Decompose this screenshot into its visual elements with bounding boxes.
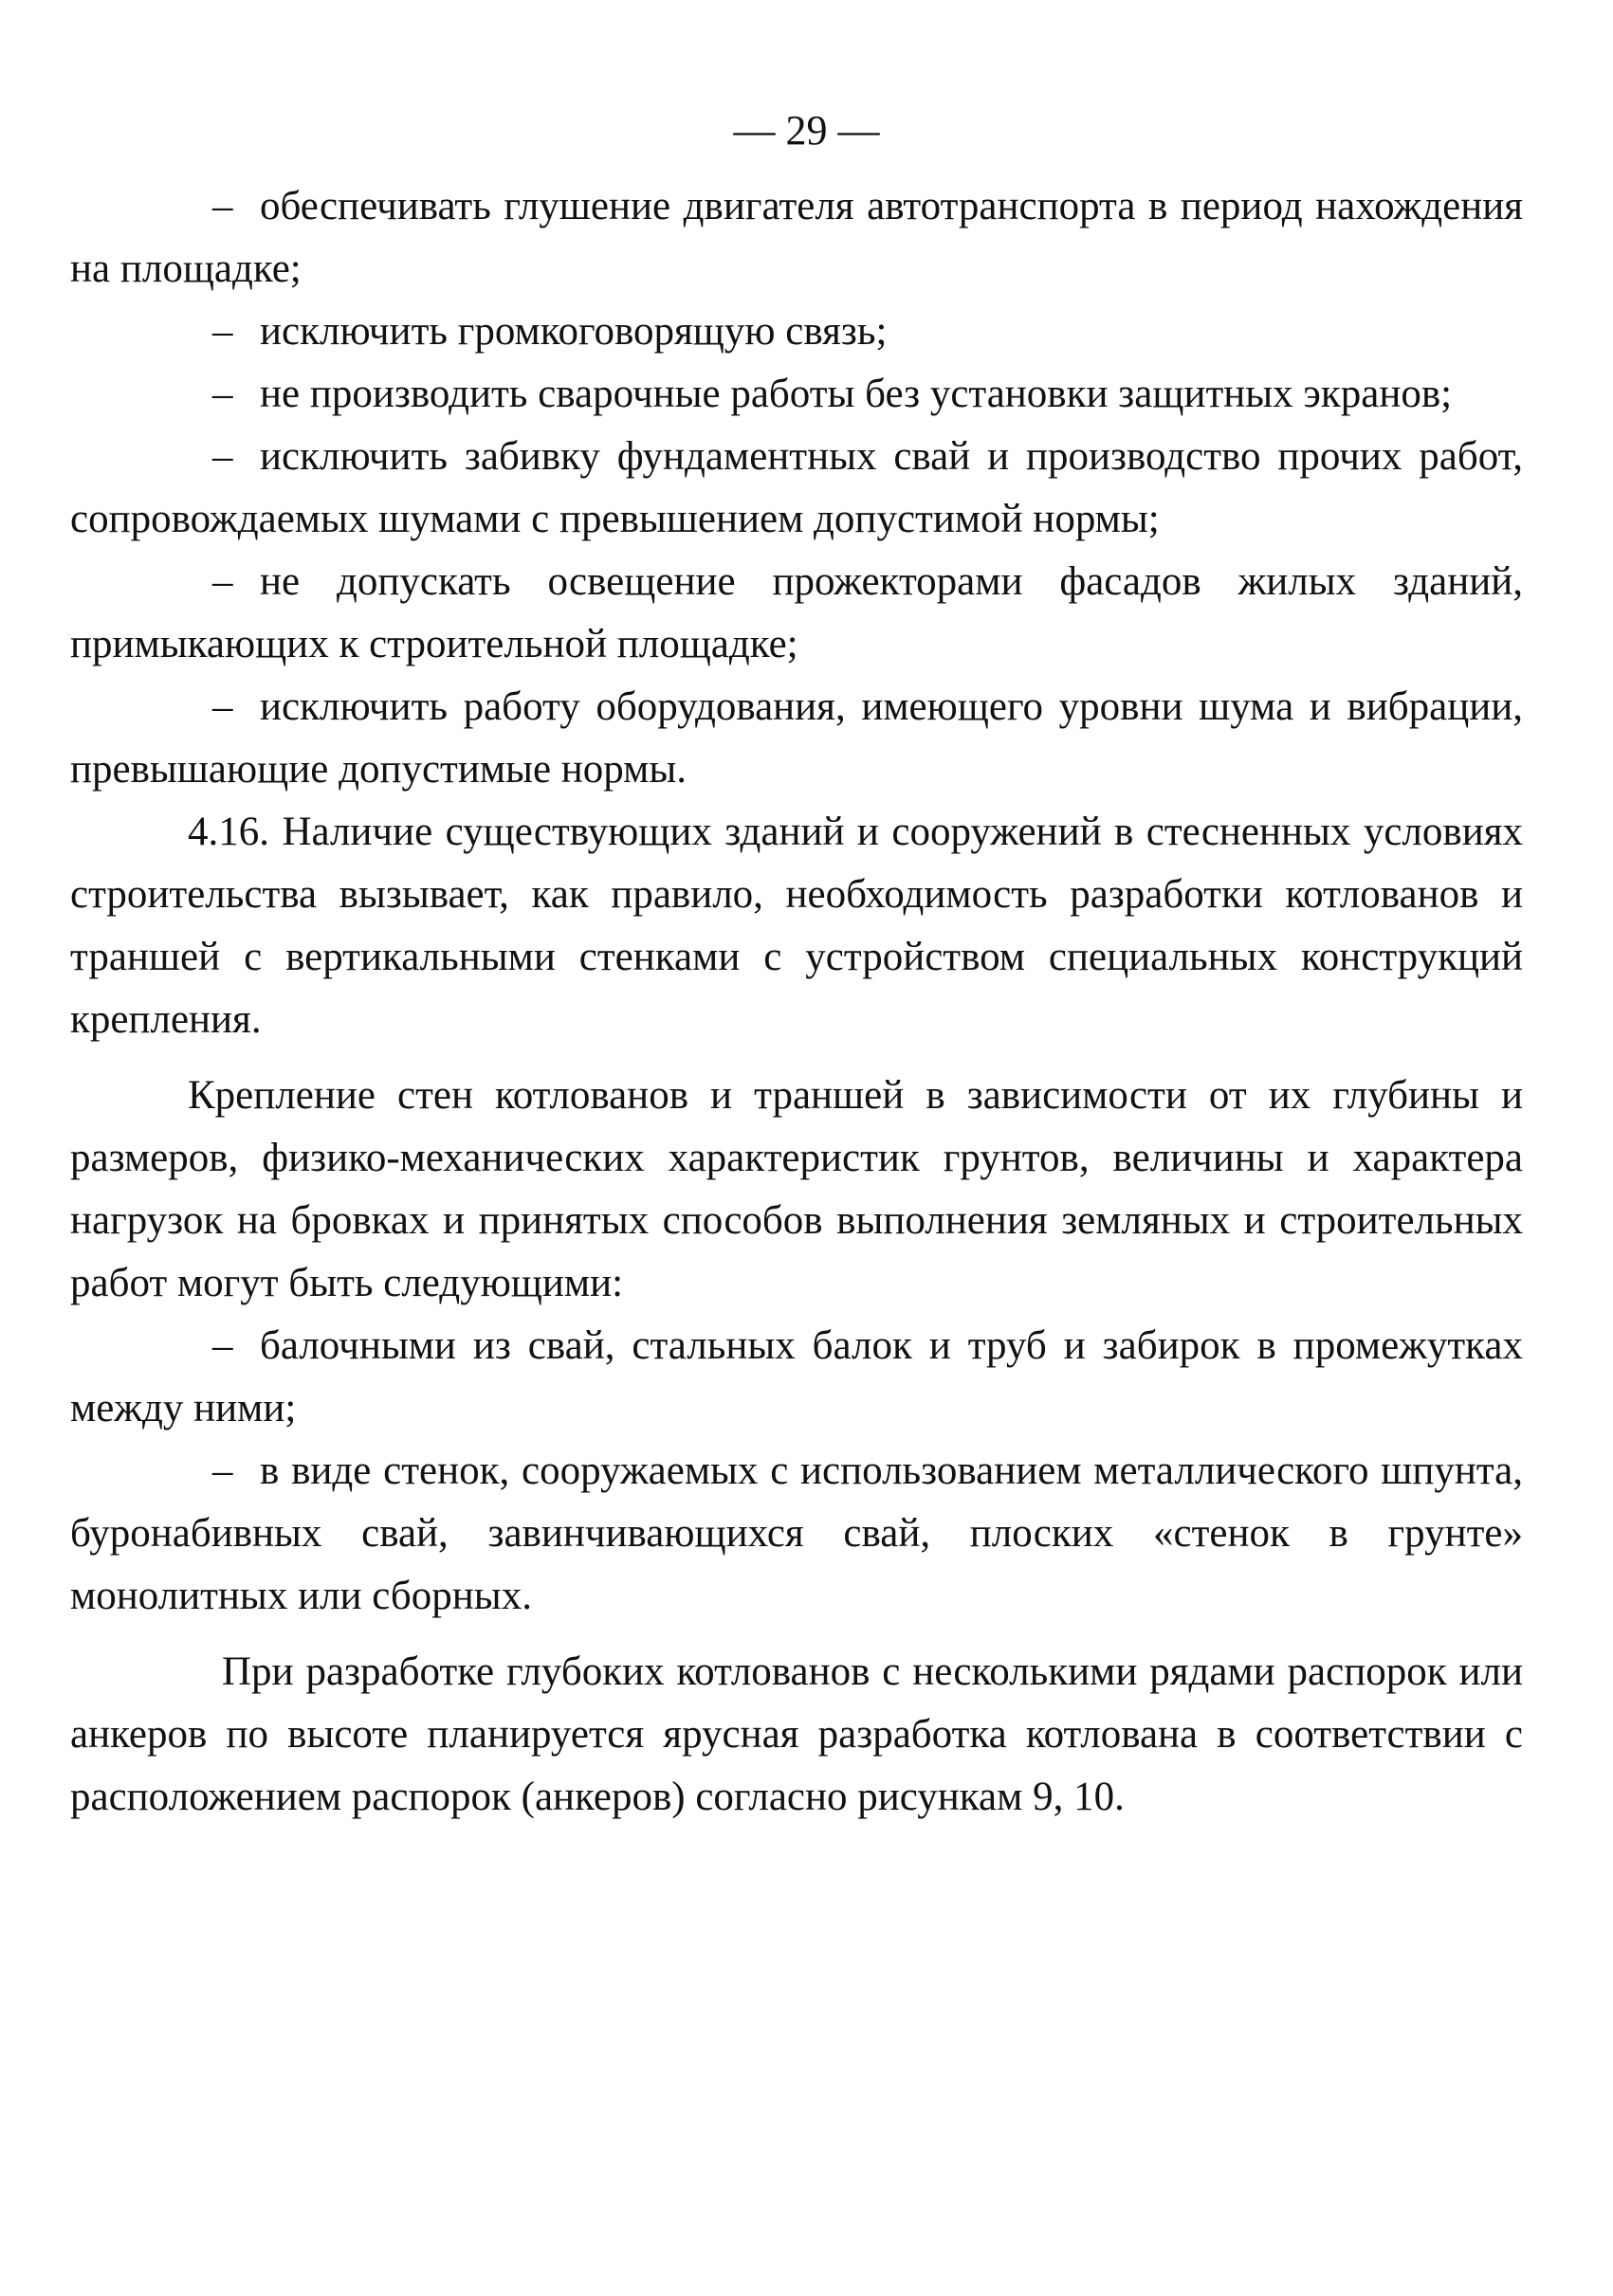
list-item-text: не производить сварочные работы без установки защитных экранов; <box>260 372 1453 416</box>
list-item-text: в виде стенок, сооружаемых с использованием металлического шпунта, буронабивных свай, завинчивающихся свай, плоских «стенок в грунте» монолитных или сборных. <box>70 1449 1523 1618</box>
bullet-dash: – <box>212 309 233 354</box>
list-item-text: исключить громкоговорящую связь; <box>260 309 888 354</box>
list-item <box>70 1315 1523 1440</box>
list-item <box>70 301 1523 363</box>
list-item <box>70 426 1523 551</box>
list-item-text: не допускать освещение прожекторами фасадов жилых зданий, примыкающих к строительной площадке; <box>70 559 1523 666</box>
bullet-dash: – <box>212 184 233 228</box>
list-item-text: балочными из свай, стальных балок и труб и забирок в промежутках между ними; <box>70 1323 1523 1430</box>
list-item <box>70 363 1523 426</box>
bullet-dash: – <box>212 434 233 479</box>
bullet-dash: – <box>212 559 233 604</box>
page-number: — 29 — <box>733 107 880 154</box>
list-item <box>70 676 1523 801</box>
final-paragraph: При разработке глубоких котлованов с несколькими рядами распорок или анкеров по высоте планируется ярусная разработка котлована в соответствии с расположением распорок (анкеров) согласно рисункам 9, 10. <box>70 1649 1523 1819</box>
bullet-dash: – <box>212 684 233 729</box>
bullet-dash: – <box>212 1323 233 1368</box>
list-item <box>70 1440 1523 1628</box>
page-body <box>70 175 1523 1829</box>
bullet-dash: – <box>212 1449 233 1493</box>
list-item-text: обеспечивать глушение двигателя автотранспорта в период нахождения на площадке; <box>70 184 1523 291</box>
list-item-text: исключить забивку фундаментных свай и производство прочих работ, сопровождаемых шумами с превышением допустимой нормы; <box>70 434 1523 541</box>
section-4-16-paragraph: 4.16. Наличие существующих зданий и сооружений в стесненных условиях строительства вызывает, как правило, необходимость разработки котлованов и траншей с вертикальными стенками с устройством специальных конструкций крепления. <box>70 810 1523 1042</box>
list-item-text: исключить работу оборудования, имеющего уровни шума и вибрации, превышающие допустимые нормы. <box>70 684 1523 792</box>
list-item <box>70 175 1523 301</box>
bullet-dash: – <box>212 372 233 416</box>
list-item <box>70 551 1523 676</box>
fastening-paragraph: Крепление стен котлованов и траншей в зависимости от их глубины и размеров, физико-механических характеристик грунтов, величины и характера нагрузок на бровках и принятых способов выполнения земляных и строительных работ могут быть следующими: <box>70 1073 1523 1305</box>
